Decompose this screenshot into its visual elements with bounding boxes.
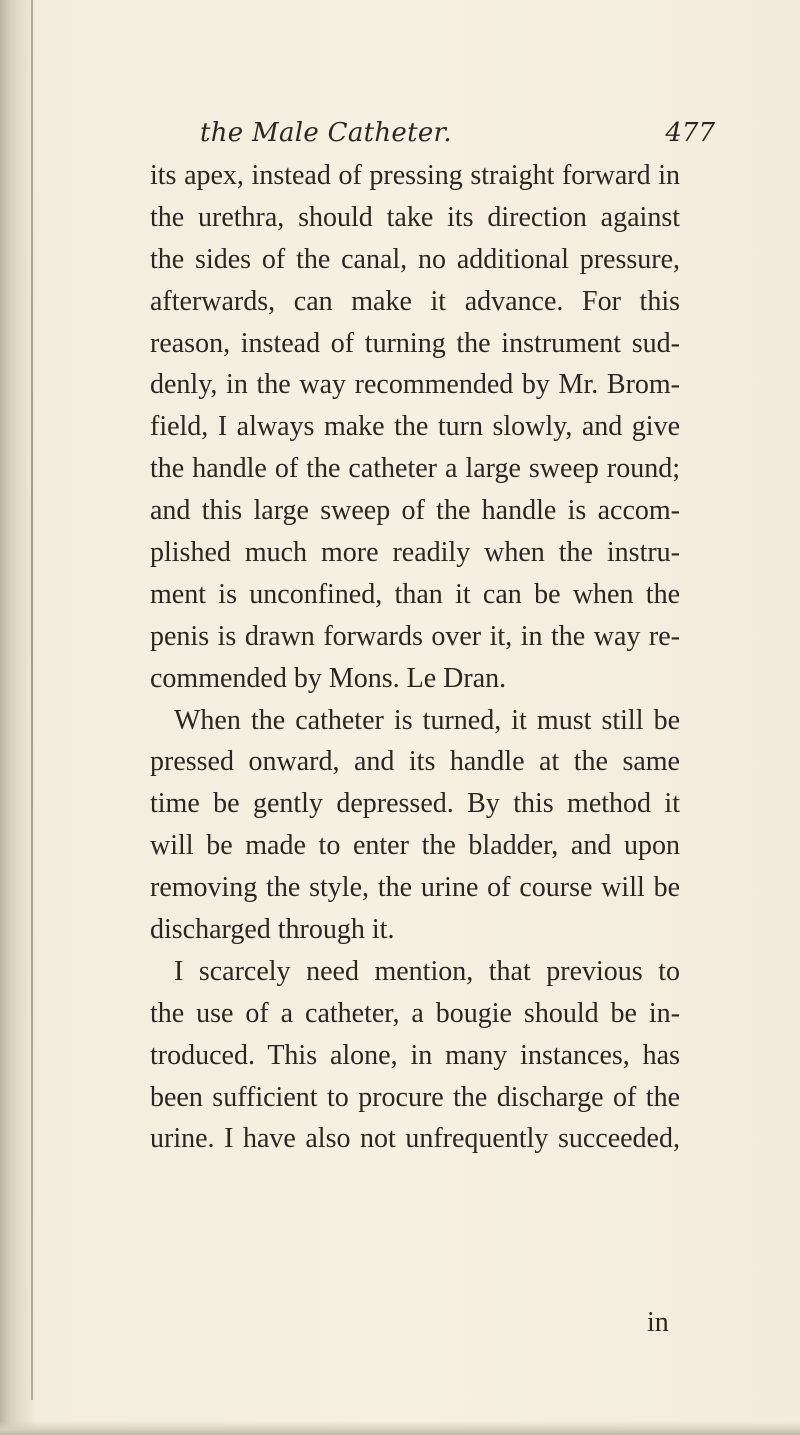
text-line: discharged through it. xyxy=(150,914,395,946)
text-line: the sides of the canal, no additional pressure, xyxy=(150,243,680,275)
text-line: its apex, instead of pressing straight forward in xyxy=(150,160,680,191)
text-line: commended by Mons. Le Dran. xyxy=(150,662,507,694)
catchword: in xyxy=(647,1307,669,1338)
text-line: time be gently depressed. By this method it xyxy=(150,788,680,820)
text-line: the use of a catheter, a bougie should be in- xyxy=(150,997,680,1029)
text-line: I scarcely need mention, that previous to xyxy=(174,955,680,987)
text-line: and this large sweep of the handle is accom- xyxy=(150,495,680,527)
text-line: pressed onward, and its handle at the same xyxy=(150,746,680,778)
text-line: will be made to enter the bladder, and upon xyxy=(150,830,680,862)
text-line: plished much more readily when the instru- xyxy=(150,537,680,569)
text-line: the urethra, should take its direction against xyxy=(150,201,680,233)
text-line: afterwards, can make it advance. For this xyxy=(150,285,680,317)
body-text xyxy=(150,155,680,1160)
running-header xyxy=(200,112,715,152)
page-gutter-edge xyxy=(31,0,33,1400)
text-line: When the catheter is turned, it must still be xyxy=(174,704,680,736)
text-line: penis is drawn forwards over it, in the way re- xyxy=(150,620,680,652)
text-line: field, I always make the turn slowly, and give xyxy=(150,411,680,443)
text-line: denly, in the way recommended by Mr. Brom- xyxy=(150,369,680,401)
text-line: the handle of the catheter a large sweep round; xyxy=(150,453,680,485)
running-head-title: the Male Catheter. xyxy=(200,118,452,148)
text-line: urine. I have also not unfrequently succeeded, xyxy=(150,1123,680,1155)
page-bottom-edge xyxy=(0,1421,800,1435)
page-number: 477 xyxy=(665,118,715,148)
text-line: ment is unconfined, than it can be when the xyxy=(150,578,680,610)
text-line: troduced. This alone, in many instances, has xyxy=(150,1039,680,1071)
text-line: reason, instead of turning the instrument sud- xyxy=(150,327,680,359)
text-line: been sufficient to procure the discharge of the xyxy=(150,1081,680,1113)
text-line: removing the style, the urine of course will be xyxy=(150,872,680,904)
